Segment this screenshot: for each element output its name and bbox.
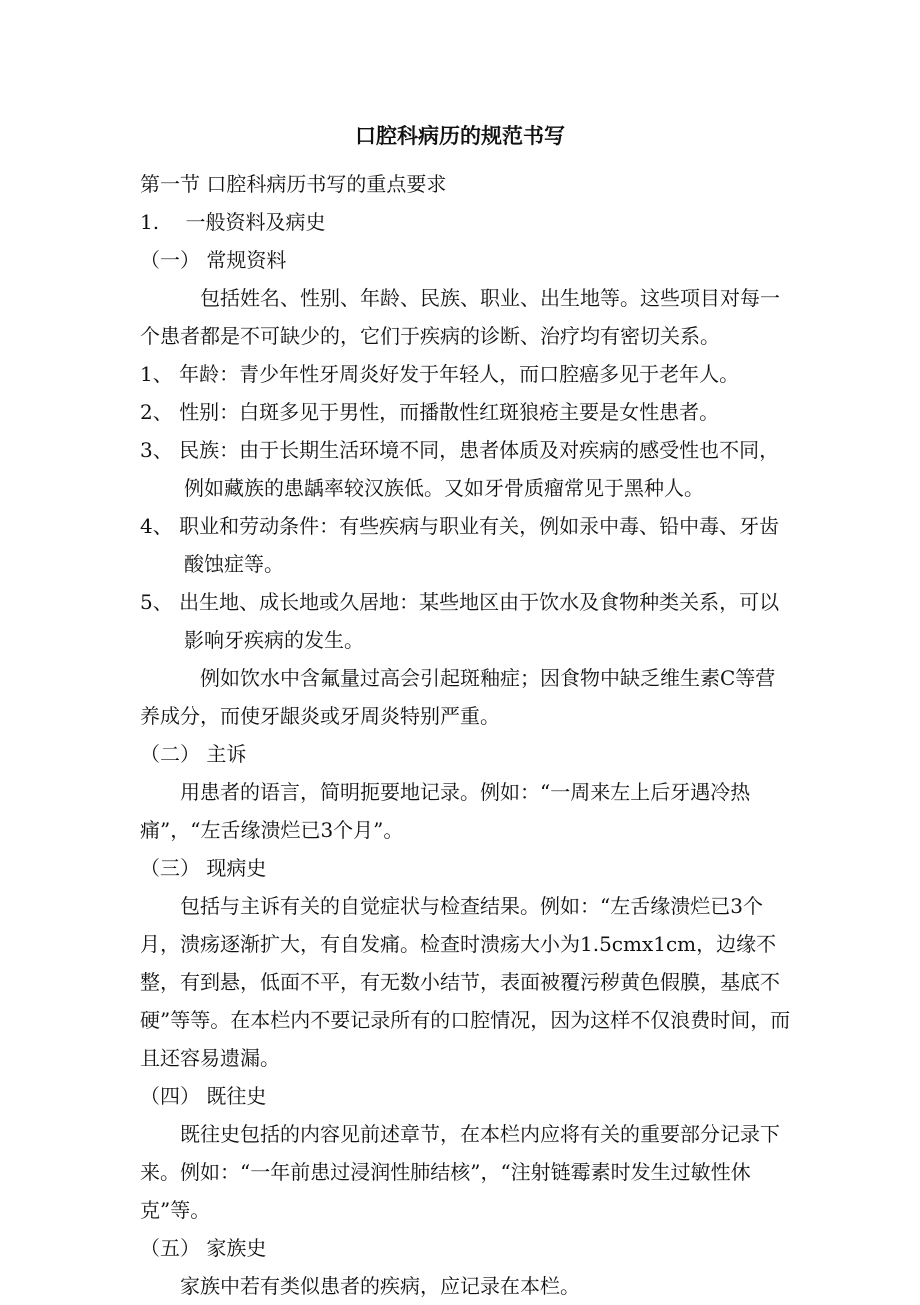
paragraph-past-history: 既往史包括的内容见前述章节，在本栏内应将有关的重要部分记录下来。例如：“一年前患过浸润性肺结核”，“注射链霉素时发生过敏性休克”等。 xyxy=(140,1122,780,1222)
subheading-family-history: （五） 家族史 xyxy=(140,1236,267,1260)
list-item-age: 1、 年龄：青少年性牙周炎好发于年轻人，而口腔癌多见于老年人。 xyxy=(140,362,740,386)
heading-general-info: 1. 一般资料及病史 xyxy=(140,210,326,234)
subheading-past-history: （四） 既往史 xyxy=(140,1084,267,1108)
list-item-gender: 2、 性别：白斑多见于男性，而播散性红斑狼疮主要是女性患者。 xyxy=(140,400,720,424)
paragraph-chief-complaint: 用患者的语言，简明扼要地记录。例如：“一周来左上后牙遇冷热痛”，“左舌缘溃烂已3个月”。 xyxy=(140,780,751,842)
document-body xyxy=(140,165,792,1305)
list-item-occupation: 4、 职业和劳动条件：有些疾病与职业有关，例如汞中毒、铅中毒、牙齿酸蚀症等。 xyxy=(140,514,780,576)
subheading-routine-info: （一） 常规资料 xyxy=(140,248,287,272)
paragraph-present-illness: 包括与主诉有关的自觉症状与检查结果。例如：“左舌缘溃烂已3个月，溃疡逐渐扩大，有自发痛。检查时溃疡大小为1.5cmx1cm，边缘不整，有到悬，低面不平，有无数小结节，表面被覆污秽黄色假膜，基底不硬”等等。在本栏内不要记录所有的口腔情况，因为这样不仅浪费时间，而且还容易遗漏。 xyxy=(140,894,791,1070)
section-title: 第一节 口腔科病历书写的重点要求 xyxy=(140,172,447,196)
subheading-chief-complaint: （二） 主诉 xyxy=(140,742,247,766)
paragraph-family-history: 家族中若有类似患者的疾病，应记录在本栏。 xyxy=(180,1274,580,1298)
paragraph-routine-info: 包括姓名、性别、年龄、民族、职业、出生地等。这些项目对每一个患者都是不可缺少的，它们于疾病的诊断、治疗均有密切关系。 xyxy=(140,286,780,348)
document-title: 口腔科病历的规范书写 xyxy=(355,124,565,148)
subheading-present-illness: （三） 现病史 xyxy=(140,856,267,880)
list-item-ethnicity: 3、 民族：由于长期生活环境不同，患者体质及对疾病的感受性也不同，例如藏族的患龋率较汉族低。又如牙骨质瘤常见于黑种人。 xyxy=(140,438,780,500)
list-item-birthplace: 5、 出生地、成长地或久居地：某些地区由于饮水及食物种类关系，可以影响牙疾病的发生。 xyxy=(140,590,780,652)
paragraph-example-fluoride: 例如饮水中含氟量过高会引起斑釉症；因食物中缺乏维生素C等营养成分，而使牙龈炎或牙周炎特别严重。 xyxy=(140,666,776,728)
